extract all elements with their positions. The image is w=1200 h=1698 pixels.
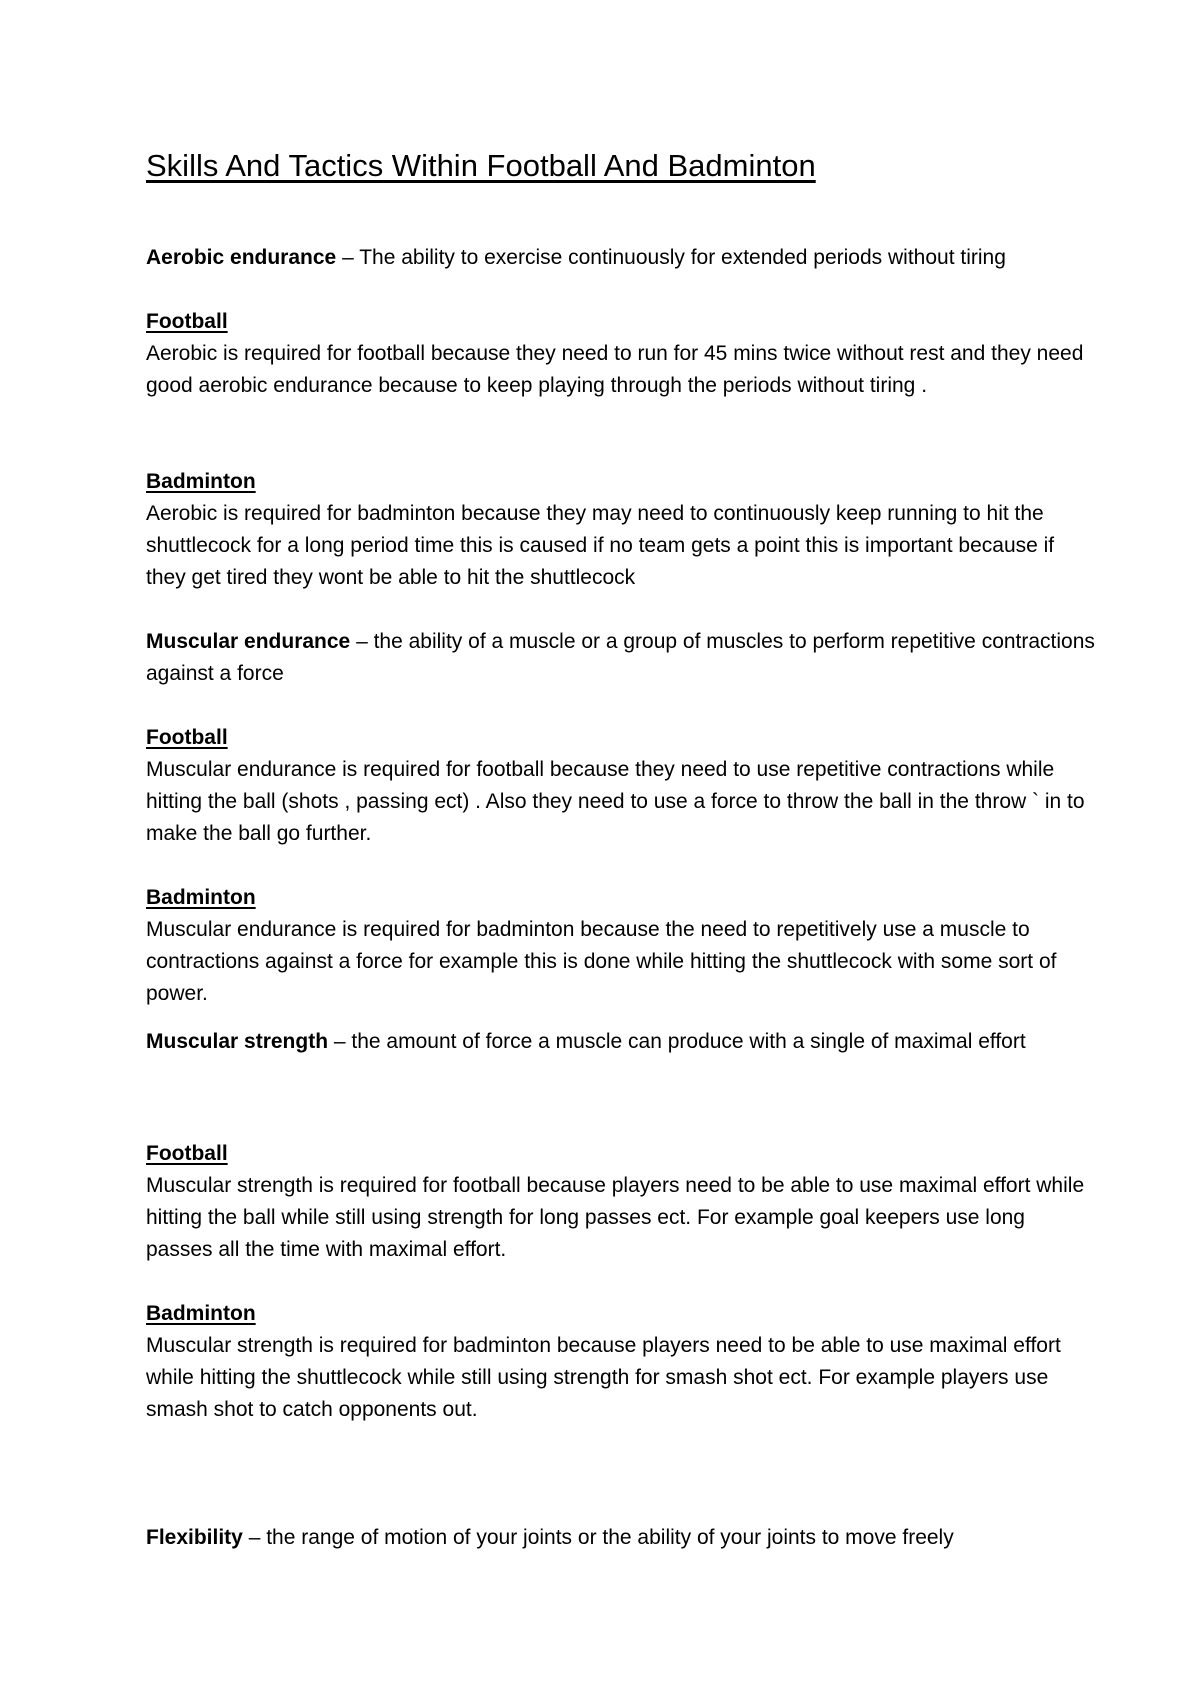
aerobic-badminton-paragraph bbox=[146, 466, 1096, 594]
term-muscular-endurance: Muscular endurance bbox=[146, 630, 351, 653]
document-title: Skills And Tactics Within Football And Badminton bbox=[146, 148, 816, 183]
paragraph-text: Aerobic is required for football because they need to run for 45 mins twice without rest and they need good aerobic endurance because to keep playing through the periods without tiring . bbox=[146, 342, 1084, 397]
definition-muscular-strength bbox=[146, 1026, 1096, 1058]
aerobic-football-paragraph bbox=[146, 306, 1096, 402]
muscular-strength-football-paragraph bbox=[146, 1138, 1096, 1266]
definition-text: – The ability to exercise continuously for extended periods without tiring bbox=[336, 246, 1006, 269]
term-muscular-strength: Muscular strength bbox=[146, 1030, 329, 1053]
paragraph-text: Muscular endurance is required for football because they need to use repetitive contractions while hitting the ball (shots , passing ect) . Also they need to use a force to throw the ball in the throw ` in to make the ball go further. bbox=[146, 758, 1085, 845]
sport-heading-badminton: Badminton bbox=[146, 470, 256, 493]
definition-text: – the ability of a muscle or a group of muscles to perform repetitive contractions against a force bbox=[146, 630, 1095, 685]
definition-aerobic-endurance bbox=[146, 242, 1096, 274]
document-page bbox=[146, 0, 1096, 1698]
paragraph-text: Muscular endurance is required for badminton because the need to repetitively use a muscle to contractions against a force for example this is done while hitting the shuttlecock with some sort of power. bbox=[146, 918, 1057, 1005]
sport-heading-football: Football bbox=[146, 1142, 228, 1165]
definition-text: – the range of motion of your joints or the ability of your joints to move freely bbox=[242, 1526, 954, 1549]
sport-heading-badminton: Badminton bbox=[146, 1302, 256, 1325]
definition-text: – the amount of force a muscle can produce with a single of maximal effort bbox=[328, 1030, 1026, 1053]
sport-heading-badminton: Badminton bbox=[146, 886, 256, 909]
term-flexibility: Flexibility bbox=[146, 1526, 243, 1549]
muscular-endurance-football-paragraph bbox=[146, 722, 1096, 850]
term-aerobic-endurance: Aerobic endurance bbox=[146, 246, 337, 269]
muscular-strength-badminton-paragraph bbox=[146, 1298, 1096, 1426]
definition-flexibility bbox=[146, 1522, 1096, 1554]
definition-muscular-endurance bbox=[146, 626, 1096, 690]
sport-heading-football: Football bbox=[146, 310, 228, 333]
muscular-endurance-badminton-paragraph bbox=[146, 882, 1096, 1010]
sport-heading-football: Football bbox=[146, 726, 228, 749]
paragraph-text: Aerobic is required for badminton because they may need to continuously keep running to hit the shuttlecock for a long period time this is caused if no team gets a point this is important because if they get tired they wont be able to hit the shuttlecock bbox=[146, 502, 1055, 589]
paragraph-text: Muscular strength is required for badminton because players need to be able to use maximal effort while hitting the shuttlecock while still using strength for smash shot ect. For example players use smash shot to catch opponents out. bbox=[146, 1334, 1061, 1421]
paragraph-text: Muscular strength is required for football because players need to be able to use maximal effort while hitting the ball while still using strength for long passes ect. For example goal keepers use long passes all the time with maximal effort. bbox=[146, 1174, 1085, 1261]
